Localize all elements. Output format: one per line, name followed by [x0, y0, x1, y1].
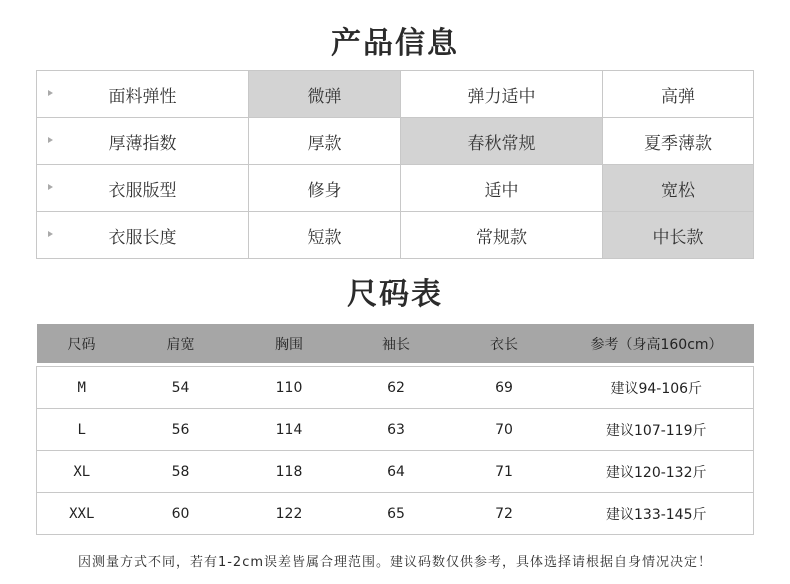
size-chart-title: 尺码表 — [347, 277, 443, 312]
size-value-cell: 62 — [344, 367, 449, 409]
bullet-triangle-icon — [48, 231, 53, 237]
size-chart-header-cell: 参考（身高160cm） — [560, 324, 754, 363]
size-chart-header-cell: 肩宽 — [127, 324, 235, 363]
size-row — [37, 367, 754, 409]
option-cell: 修身 — [249, 165, 401, 212]
size-value-cell: 65 — [344, 493, 449, 535]
bullet-triangle-icon — [48, 90, 53, 96]
size-value-cell: 118 — [235, 451, 344, 493]
size-chart-header-cell: 袖长 — [344, 324, 449, 363]
attribute-label — [37, 212, 249, 259]
size-row — [37, 409, 754, 451]
size-label-cell: M — [37, 367, 127, 409]
product-info-row — [37, 165, 754, 212]
size-value-cell: 56 — [127, 409, 235, 451]
size-chart-header-cell: 衣长 — [449, 324, 560, 363]
size-value-cell: 54 — [127, 367, 235, 409]
option-cell: 厚款 — [249, 118, 401, 165]
bullet-triangle-icon — [48, 137, 53, 143]
attribute-label-text: 厚薄指数 — [108, 133, 177, 154]
attribute-label-text: 面料弹性 — [108, 86, 177, 107]
product-info-table — [36, 70, 754, 259]
option-cell-selected: 微弹 — [249, 71, 401, 118]
size-row — [37, 451, 754, 493]
product-info-row — [37, 212, 754, 259]
size-label-cell: L — [37, 409, 127, 451]
option-cell: 常规款 — [401, 212, 603, 259]
size-value-cell: 69 — [449, 367, 560, 409]
option-cell: 夏季薄款 — [603, 118, 754, 165]
size-row — [37, 493, 754, 535]
size-value-cell: 63 — [344, 409, 449, 451]
size-chart-header-cell: 尺码 — [37, 324, 127, 363]
size-value-cell: 建议107-119斤 — [560, 409, 754, 451]
option-cell-selected: 中长款 — [603, 212, 754, 259]
size-chart-header-cell: 胸围 — [235, 324, 344, 363]
attribute-label — [37, 165, 249, 212]
attribute-label — [37, 71, 249, 118]
option-cell-selected: 宽松 — [603, 165, 754, 212]
attribute-label-text: 衣服长度 — [108, 227, 177, 248]
size-value-cell: 64 — [344, 451, 449, 493]
product-info-row — [37, 71, 754, 118]
size-value-cell: 122 — [235, 493, 344, 535]
option-cell: 适中 — [401, 165, 603, 212]
size-value-cell: 建议133-145斤 — [560, 493, 754, 535]
size-disclaimer-note: 因测量方式不同，若有1-2cm误差皆属合理范围。建议码数仅供参考，具体选择请根据自身情况决定！ — [77, 555, 713, 570]
option-cell: 高弹 — [603, 71, 754, 118]
size-value-cell: 建议94-106斤 — [560, 367, 754, 409]
option-cell-selected: 春秋常规 — [401, 118, 603, 165]
size-label-cell: XXL — [37, 493, 127, 535]
option-cell: 短款 — [249, 212, 401, 259]
size-value-cell: 60 — [127, 493, 235, 535]
size-value-cell: 110 — [235, 367, 344, 409]
size-value-cell: 114 — [235, 409, 344, 451]
size-label-cell: XL — [37, 451, 127, 493]
size-value-cell: 72 — [449, 493, 560, 535]
size-value-cell: 建议120-132斤 — [560, 451, 754, 493]
product-info-title: 产品信息 — [331, 26, 459, 61]
size-chart-table — [36, 324, 754, 535]
option-cell: 弹力适中 — [401, 71, 603, 118]
size-value-cell: 71 — [449, 451, 560, 493]
attribute-label — [37, 118, 249, 165]
product-info-row — [37, 118, 754, 165]
size-value-cell: 70 — [449, 409, 560, 451]
bullet-triangle-icon — [48, 184, 53, 190]
attribute-label-text: 衣服版型 — [108, 180, 177, 201]
size-value-cell: 58 — [127, 451, 235, 493]
